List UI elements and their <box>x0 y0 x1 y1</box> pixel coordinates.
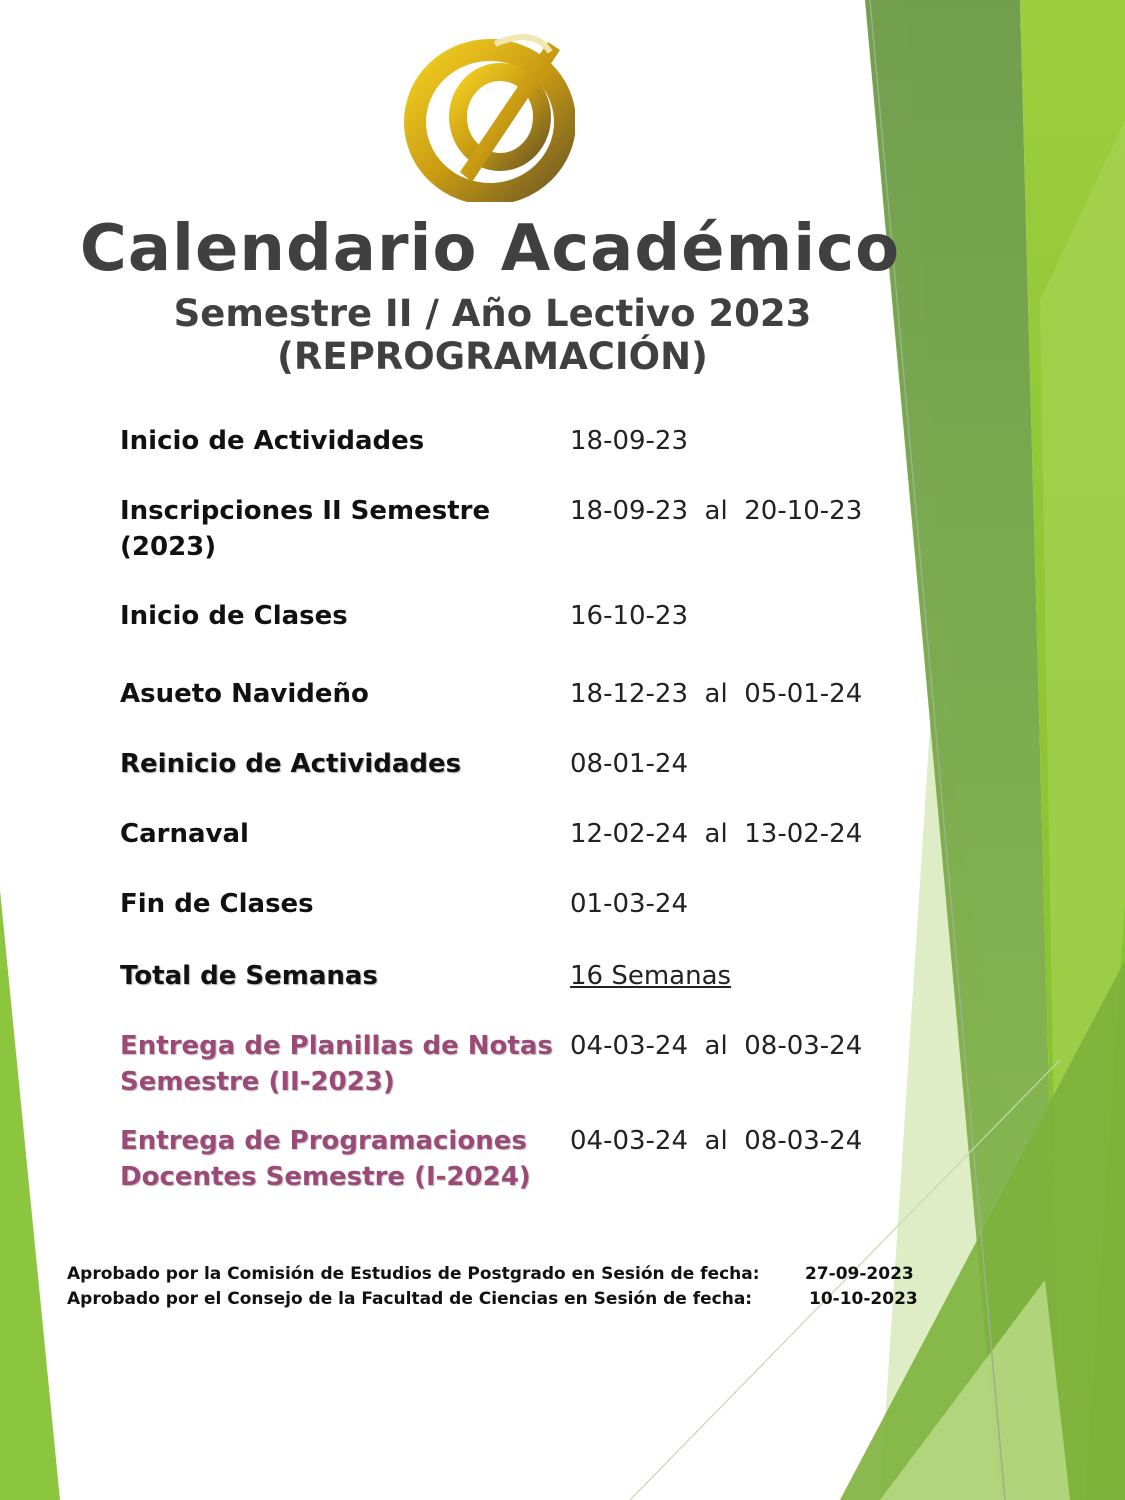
schedule-label: Inicio de Actividades <box>120 426 425 456</box>
schedule-row-programaciones <box>120 1123 900 1195</box>
page-subtitle-reprogramming: (REPROGRAMACIÓN) <box>277 335 708 378</box>
schedule-value: 04-03-24 al 08-03-24 <box>570 1031 863 1061</box>
schedule-row-inicio-actividades <box>120 423 900 459</box>
schedule-row-fin-clases <box>120 886 900 922</box>
schedule-value: 16-10-23 <box>570 601 689 631</box>
schedule-label: Entrega de Programaciones Docentes Semestre (I-2024) <box>120 1126 531 1192</box>
schedule-value: 08-01-24 <box>570 749 689 779</box>
schedule-label: Inicio de Clases <box>120 601 348 631</box>
approval-date: 27-09-2023 <box>805 1264 914 1284</box>
schedule-label: Fin de Clases <box>120 889 314 919</box>
schedule-label: Inscripciones II Semestre (2023) <box>120 496 491 562</box>
schedule-row-inicio-clases <box>120 598 900 634</box>
schedule-label: Entrega de Planillas de Notas Semestre (II-2023) <box>120 1031 553 1097</box>
schedule-label: Asueto Navideño <box>120 679 369 709</box>
schedule-value: 04-03-24 al 08-03-24 <box>570 1126 863 1156</box>
approval-note-consejo <box>67 1289 927 1309</box>
schedule-value: 18-09-23 al 20-10-23 <box>570 496 863 526</box>
schedule-row-carnaval <box>120 816 900 852</box>
schedule-label: Reinicio de Actividades <box>120 749 462 779</box>
approval-date: 10-10-2023 <box>809 1289 918 1309</box>
approval-text: Aprobado por el Consejo de la Facultad de Ciencias en Sesión de fecha: <box>67 1289 753 1309</box>
schedule-value: 01-03-24 <box>570 889 689 919</box>
approval-note-postgrado <box>67 1264 927 1284</box>
approval-text: Aprobado por la Comisión de Estudios de Postgrado en Sesión de fecha: <box>67 1264 760 1284</box>
page-subtitle: Semestre II / Año Lectivo 2023 <box>173 292 812 335</box>
schedule-row-planillas-notas <box>120 1028 900 1100</box>
schedule-label: Total de Semanas <box>120 961 378 991</box>
schedule-row-reinicio <box>120 746 900 782</box>
schedule-value: 18-09-23 <box>570 426 689 456</box>
ucv-science-logo-icon <box>400 22 575 202</box>
schedule-value: 16 Semanas <box>570 961 732 991</box>
page-title: Calendario Académico <box>79 212 901 286</box>
schedule-row-total-semanas <box>120 958 900 994</box>
schedule-value: 12-02-24 al 13-02-24 <box>570 819 863 849</box>
schedule-label: Carnaval <box>120 819 249 849</box>
schedule-value: 18-12-23 al 05-01-24 <box>570 679 863 709</box>
schedule-row-inscripciones <box>120 493 900 565</box>
schedule-row-asueto <box>120 676 900 712</box>
